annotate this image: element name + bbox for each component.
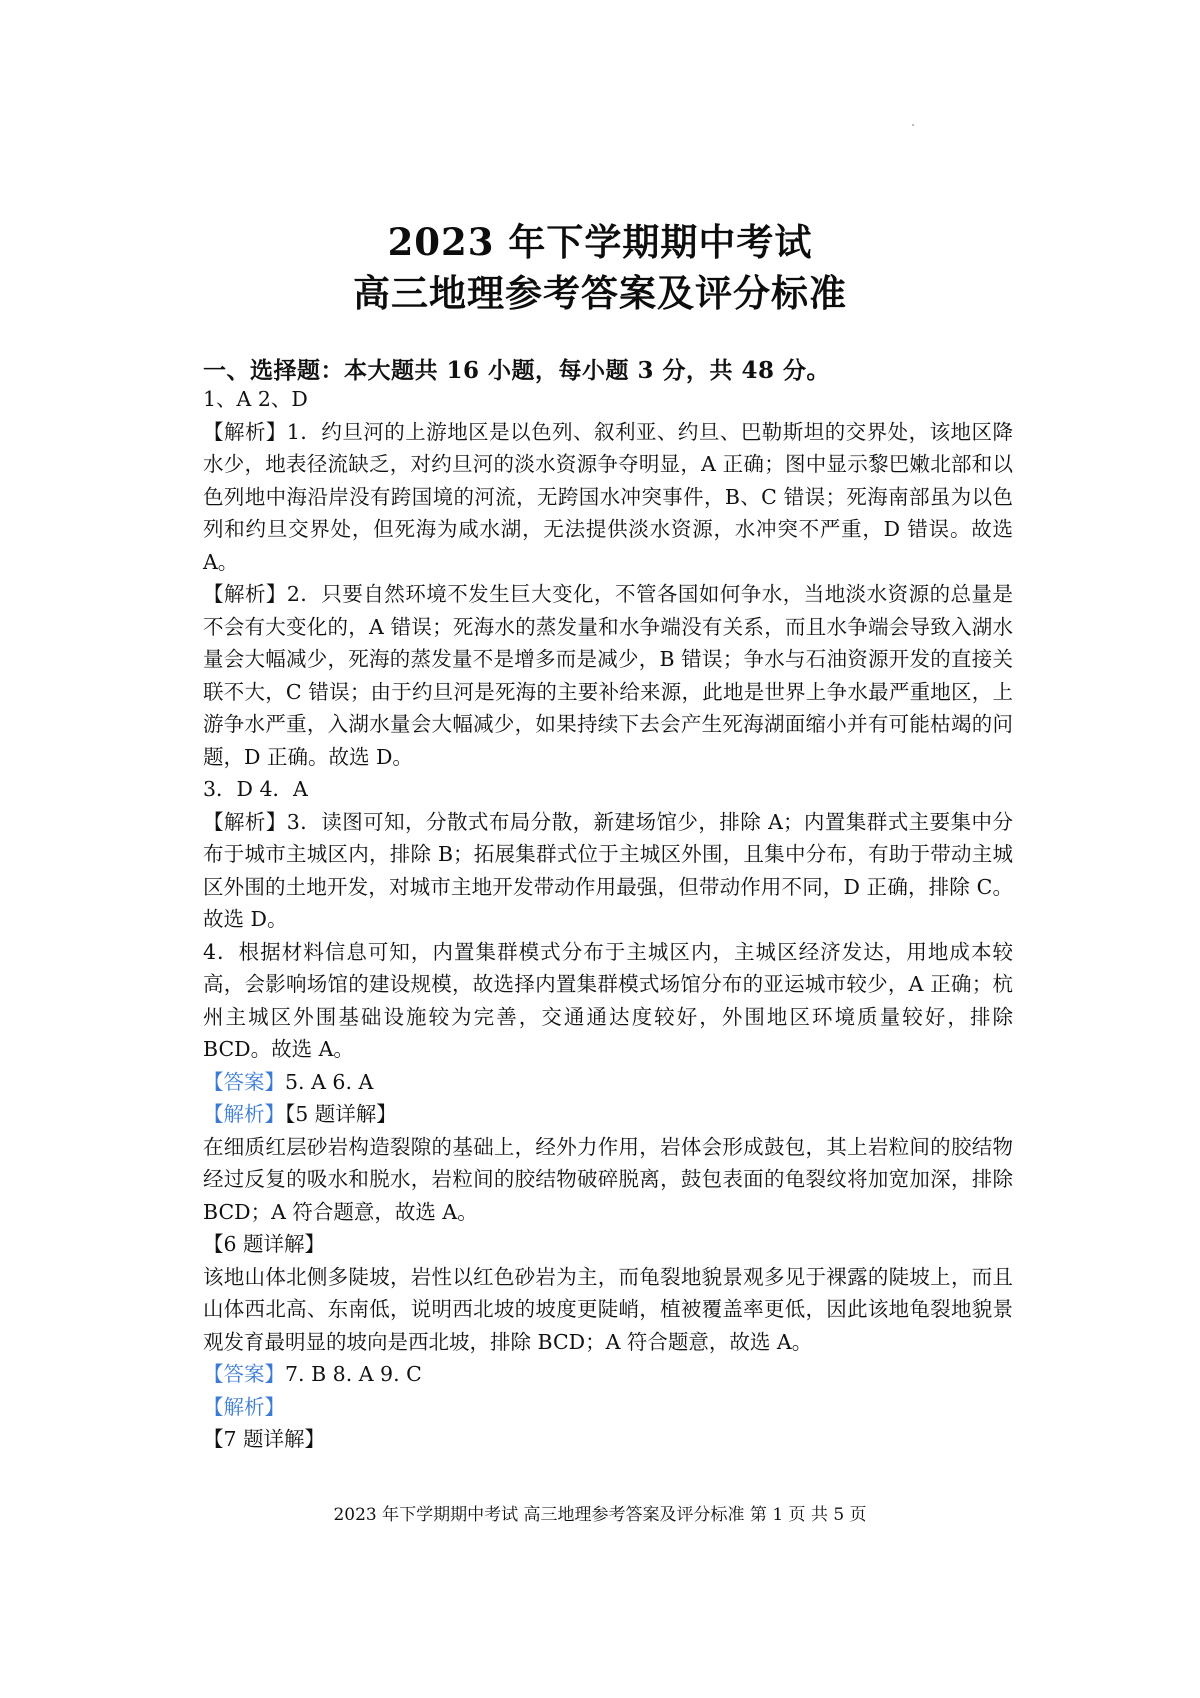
analysis-paragraph: 【解析】3．读图可知，分散式布局分散，新建场馆少，排除 A；内置集群式主要集中分布于城市主城区内，排除 B；拓展集群式位于主城区外围，且集中分布，有助于带动主城区外围的土地开发，对城市主地开发带动作用最强，但带动作用不同，D 正确，排除 C。故选 D。 bbox=[203, 809, 1013, 931]
analysis-tag: 【解析】 bbox=[203, 1102, 285, 1126]
sub-heading: 【5 题详解】 bbox=[285, 1102, 397, 1126]
analysis-tag: 【解析】 bbox=[203, 1394, 285, 1419]
answer-tag: 【答案】 bbox=[203, 1362, 285, 1386]
scan-speck bbox=[912, 124, 914, 126]
answer-line: 3．D 4．A bbox=[203, 777, 308, 801]
answer-values: 7. B 8. A 9. C bbox=[285, 1362, 422, 1386]
section-heading: 一、选择题：本大题共 16 小题，每小题 3 分，共 48 分。 bbox=[203, 357, 831, 384]
answer-tag: 【答案】 bbox=[203, 1069, 285, 1094]
answer-line bbox=[203, 1358, 1013, 1391]
answer-line: 1、A 2、D bbox=[203, 387, 308, 411]
answer-line bbox=[203, 1066, 1013, 1099]
sub-heading: 【7 题详解】 bbox=[203, 1427, 326, 1451]
document-subtitle: 高三地理参考答案及评分标准 bbox=[353, 271, 847, 315]
analysis-paragraph: 【解析】2．只要自然环境不发生巨大变化，不管各国如何争水，当地淡水资源的总量是不会有大变化的，A 错误；死海水的蒸发量和水争端没有关系，而且水争端会导致入湖水量会大幅减少，死海的蒸发量不是增多而是减少，B 错误；争水与石油资源开发的直接关联不大，C 错误；由于约旦河是死海的主要补给来源，此地是世界上争水最严重地区，上游争水严重，入湖水量会大幅减少，如果持续下去会产生死海湖面缩小并有可能枯竭的问题，D 正确。故选 D。 bbox=[203, 582, 1013, 769]
analysis-paragraph: 在细质红层砂岩构造裂隙的基础上，经外力作用，岩体会形成鼓包，其上岩粒间的胶结物经过反复的吸水和脱水，岩粒间的胶结物破碎脱离，鼓包表面的龟裂纹将加宽加深，排除 BCD；A 符合题意，故选 A。 bbox=[203, 1134, 1013, 1224]
page-footer: 2023 年下学期期中考试 高三地理参考答案及评分标准 第 1 页 共 5 页 bbox=[333, 1505, 867, 1525]
answer-body bbox=[203, 383, 1013, 1456]
sub-heading: 【6 题详解】 bbox=[203, 1232, 326, 1256]
analysis-paragraph: 该地山体北侧多陡坡，岩性以红色砂岩为主，而龟裂地貌景观多见于裸露的陡坡上，而且山体西北高、东南低，说明西北坡的坡度更陡峭，植被覆盖率更低，因此该地龟裂地貌景观发育最明显的坡向是西北坡，排除 BCD；A 符合题意，故选 A。 bbox=[203, 1264, 1013, 1354]
answer-values: 5. A 6. A bbox=[285, 1069, 374, 1094]
analysis-line bbox=[203, 1391, 1013, 1424]
analysis-line bbox=[203, 1098, 1013, 1131]
document-title: 2023 年下学期期中考试 bbox=[387, 220, 813, 264]
analysis-paragraph: 【解析】1．约旦河的上游地区是以色列、叙利亚、约旦、巴勒斯坦的交界处，该地区降水少，地表径流缺乏，对约旦河的淡水资源争夺明显，A 正确；图中显示黎巴嫩北部和以色列地中海沿岸没有跨国境的河流，无跨国水冲突事件，B、C 错误；死海南部虽为以色列和约旦交界处，但死海为咸水湖，无法提供淡水资源，水冲突不严重，D 错误。故选 A。 bbox=[203, 419, 1013, 574]
analysis-paragraph: 4．根据材料信息可知，内置集群模式分布于主城区内，主城区经济发达，用地成本较高，会影响场馆的建设规模，故选择内置集群模式场馆分布的亚运城市较少，A 正确；杭州主城区外围基础设施较为完善，交通通达度较好，外围地区环境质量较好，排除 BCD。故选 A。 bbox=[203, 939, 1013, 1061]
